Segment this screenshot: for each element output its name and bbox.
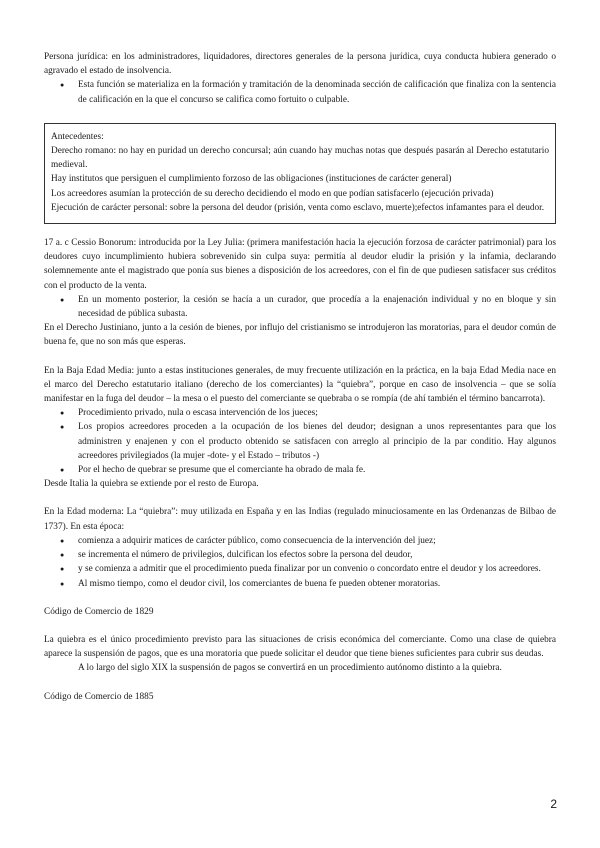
list-item: ● Al mismo tiempo, como el deudor civil, los comerciantes de buena fe pueden obtener moratorias. (78, 577, 556, 591)
list-item: ● Por el hecho de quebrar se presume que el comerciante ha obrado de mala fe. (78, 463, 556, 477)
page-number: 2 (550, 797, 557, 811)
antecedentes-title: Antecedentes: (51, 131, 104, 142)
antecedentes-line: Ejecución de carácter personal: sobre la persona del deudor (prisión, venta como esclavo, muerte);efectos infamantes para el deudor. (51, 202, 545, 213)
section1-bullet-list (44, 78, 556, 106)
baja-edad-media-bullet-list (44, 406, 556, 477)
list-item: ● se incrementa el número de privilegios, dulcifican los efectos sobre la persona del deudor, (78, 548, 556, 562)
cessio-bullet-list (44, 293, 556, 321)
persona-juridica-paragraph: Persona jurídica: en los administradores, liquidadores, directores generales de la persona jurídica, cuya conducta hubiera generado o agravado el estado de insolvencia. (44, 52, 556, 77)
codigo-1885-heading: Código de Comercio de 1885 (44, 691, 154, 702)
justiniano-paragraph: En el Derecho Justiniano, junto a la cesión de bienes, por influjo del cristianismo se introdujeron las moratorias, para el deudor común de buena fe, que no son más que esperas. (44, 323, 556, 348)
list-item: ● En un momento posterior, la cesión se hacía a un curador, que procedía a la enajenación individual y no en bloque y sin necesidad de pública subasta. (78, 293, 556, 321)
list-item: ● Esta función se materializa en la formación y tramitación de la denominada sección de calificación que finaliza con la sentencia de calificación en la que el concurso se califica como fortuito o culpable. (78, 78, 556, 106)
edad-moderna-paragraph: En la Edad moderna: La “quiebra”: muy utilizada en España y en las Indias (regulado minuciosamente en las Ordenanzas de Bilbao de 1737). En esta época: (44, 507, 556, 532)
list-item: ● Procedimiento privado, nula o escasa intervención de los jueces; (78, 406, 556, 420)
italia-paragraph: Desde Italia la quiebra se extiende por el resto de Europa. (44, 479, 259, 490)
codigo-1829-heading: Código de Comercio de 1829 (44, 606, 154, 617)
antecedentes-line: Los acreedores asumían la protección de su derecho decidiendo el modo en que podían satisfacerlo (ejecución privada) (51, 188, 494, 199)
list-item: ● comienza a adquirir matices de carácter público, como consecuencia de la intervención del juez; (78, 534, 556, 548)
antecedentes-line: Derecho romano: no hay en puridad un derecho concursal; aún cuando hay muchas notas que después pasarán al Derecho estatutario medieval. (51, 146, 549, 171)
list-item: ● Los propios acreedores proceden a la ocupación de los bienes del deudor; designan a unos representantes para que los administren y enajenen y con el producto obtenido se satisfacen con arreglo al principio de la par conditio. Hay algunos acreedores privilegiados (la mujer -dote- y el Estado – tributos -) (78, 420, 556, 463)
document-body (44, 50, 556, 704)
antecedentes-line: Hay institutos que persiguen el cumplimiento forzoso de las obligaciones (instituciones de carácter general) (51, 174, 452, 185)
cessio-bonorum-paragraph: 17 a. c Cessio Bonorum: introducida por la Ley Julia: (primera manifestación hacia la ejecución forzosa de carácter patrimonial) para los deudores cuyo incumplimiento hubiera sobrevenido sin culpa suya: permitía al deudor eludir la prisión y la infamia, declarando solemnemente ante el magistrado que ponía sus bienes a disposición de los acreedores, con el fin de que pudiesen satisfacer sus créditos con el producto de la venta. (44, 238, 556, 291)
baja-edad-media-paragraph: En la Baja Edad Media: junto a estas instituciones generales, de muy frecuente utilización en la práctica, en la baja Edad Media nace en el marco del Derecho estatutario italiano (derecho de los comerciantes) la “quiebra”, porque en caso de insolvencia – que se solía manifestar en la fuga del deudor – la mesa o el puesto del comerciante se quebraba o se rompía (de ahí también el término bancarrota). (44, 365, 556, 405)
edad-moderna-bullet-list (44, 534, 556, 591)
codigo-1829-paragraph: La quiebra es el único procedimiento previsto para las situaciones de crisis económica del comerciante. Como una clase de quiebra aparece la suspensión de pagos, que es una moratoria que puede solicitar el deudor que tiene bienes suficientes para cubrir sus deudas. (44, 634, 556, 660)
antecedentes-box (44, 123, 556, 224)
list-item: ● y se comienza a admitir que el procedimiento pueda finalizar por un convenio o concordato entre el deudor y los acreedores. (78, 562, 556, 576)
codigo-1829-indented-paragraph: A lo largo del siglo XIX la suspensión de pagos se convertirá en un procedimiento autónomo distinto a la quiebra. (78, 663, 502, 674)
